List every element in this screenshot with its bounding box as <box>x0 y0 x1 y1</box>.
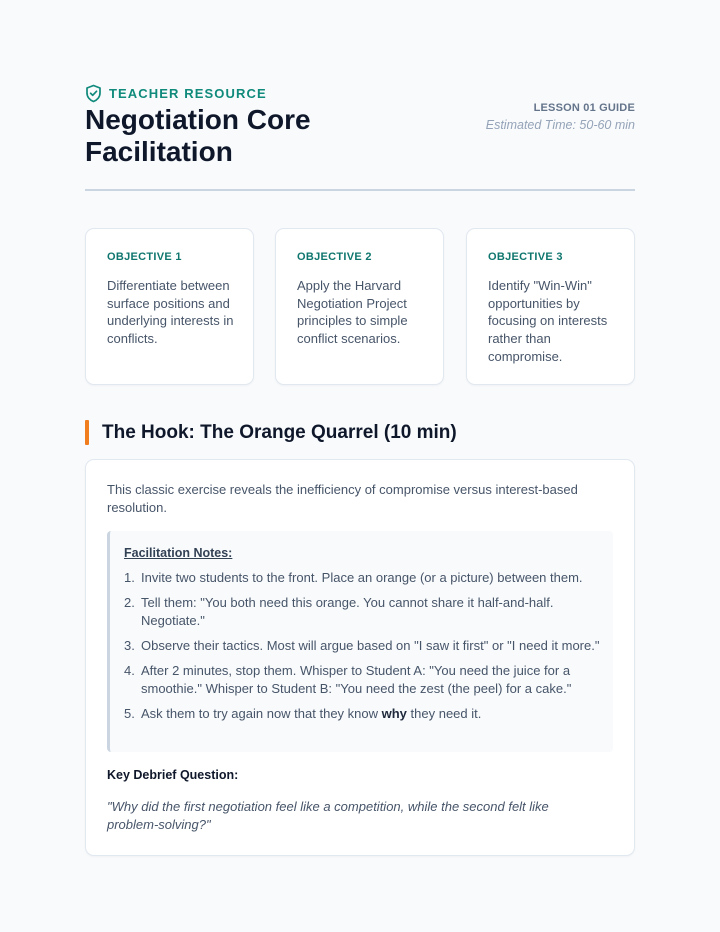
step-number: 3. <box>124 638 135 653</box>
step-text-before: Ask them to try again now that they know <box>141 706 382 721</box>
section-heading <box>85 420 457 445</box>
eyebrow <box>85 84 267 103</box>
list-item <box>124 662 604 698</box>
objective-card <box>85 228 254 385</box>
step-text <box>141 705 604 723</box>
step-text: Tell them: "You both need this orange. You cannot share it half-and-half. Negotiate." <box>141 595 554 628</box>
objective-card <box>275 228 444 385</box>
section-title: The Hook: The Orange Quarrel (10 min) <box>102 421 457 443</box>
objective-text: Differentiate between surface positions and underlying interests in conflicts. <box>107 278 234 347</box>
objective-text: Identify "Win-Win" opportunities by focusing on interests rather than compromise. <box>488 278 608 364</box>
step-number: 5. <box>124 706 135 721</box>
debrief-question: "Why did the first negotiation feel like a competition, while the second felt like problem-solving?" <box>107 799 549 832</box>
list-item <box>124 594 604 630</box>
objective-label: OBJECTIVE 1 <box>107 251 182 263</box>
eyebrow-label: TEACHER RESOURCE <box>109 86 267 101</box>
objectives-row <box>85 228 635 385</box>
activity-intro: This classic exercise reveals the inefficiency of compromise versus interest-based resolution. <box>107 482 578 515</box>
list-item <box>124 705 604 723</box>
objective-label: OBJECTIVE 2 <box>297 251 372 263</box>
step-text: After 2 minutes, stop them. Whisper to Student A: "You need the juice for a smoothie." Whisper to Student B: "You need the zest (the peel) for a cake." <box>141 663 572 696</box>
facilitation-notes <box>107 531 613 752</box>
notes-title: Facilitation Notes: <box>124 546 233 560</box>
list-item <box>124 569 604 587</box>
step-number: 2. <box>124 595 135 610</box>
step-text: Invite two students to the front. Place an orange (or a picture) between them. <box>141 570 583 585</box>
estimated-time: Estimated Time: 50-60 min <box>485 118 635 132</box>
step-number: 4. <box>124 663 135 678</box>
shield-check-icon <box>85 84 102 103</box>
activity-card <box>85 459 635 856</box>
header-divider <box>85 189 635 191</box>
page-header <box>85 84 635 194</box>
step-text-emphasis: why <box>381 706 407 721</box>
step-number: 1. <box>124 570 135 585</box>
list-item <box>124 637 604 655</box>
page-title: Negotiation Core Facilitation <box>85 104 311 167</box>
lesson-meta <box>475 101 635 134</box>
objective-card <box>466 228 635 385</box>
section-accent-bar <box>85 420 89 445</box>
step-text-after: they need it. <box>406 706 482 721</box>
objective-text: Apply the Harvard Negotiation Project principles to simple conflict scenarios. <box>297 278 408 347</box>
step-text: Observe their tactics. Most will argue based on "I saw it first" or "I need it more." <box>141 638 600 653</box>
debrief-label: Key Debrief Question: <box>107 768 239 782</box>
steps-list <box>124 569 604 730</box>
guide-label: LESSON 01 GUIDE <box>533 102 635 114</box>
objective-label: OBJECTIVE 3 <box>488 251 563 263</box>
